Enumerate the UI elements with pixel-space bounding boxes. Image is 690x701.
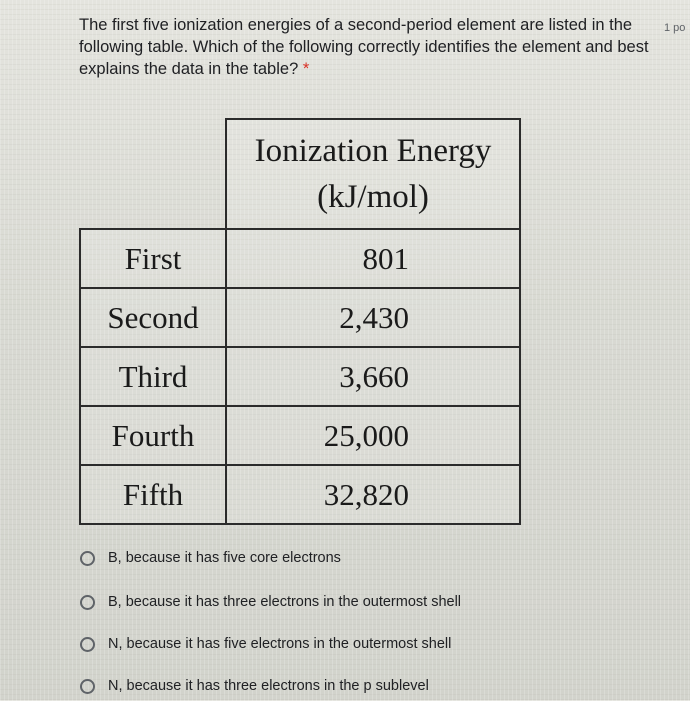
points-label: 1 po (664, 22, 686, 34)
option-label: N, because it has three electrons in the p sublevel (108, 678, 429, 694)
radio-button[interactable] (80, 637, 95, 652)
table-header-cell (226, 119, 520, 229)
option-2[interactable] (80, 587, 461, 617)
row-label: First (80, 229, 226, 288)
option-4[interactable] (80, 671, 429, 701)
row-value: 3,660 (226, 347, 520, 406)
table-corner-cell (80, 119, 226, 229)
row-label: Third (80, 347, 226, 406)
row-label: Fifth (80, 465, 226, 524)
header-line-2: (kJ/mol) (317, 179, 429, 215)
table-row (80, 229, 520, 288)
row-value: 2,430 (226, 288, 520, 347)
table-row (80, 406, 520, 465)
ionization-energy-table (79, 118, 521, 525)
option-3[interactable] (80, 629, 451, 659)
row-label: Second (80, 288, 226, 347)
row-value: 32,820 (226, 465, 520, 524)
table-header-row (80, 119, 520, 229)
row-value: 25,000 (226, 406, 520, 465)
option-1[interactable] (80, 543, 341, 573)
option-label: B, because it has five core electrons (108, 550, 341, 566)
radio-button[interactable] (80, 679, 95, 694)
header-line-1: Ionization Energy (254, 133, 492, 169)
required-asterisk: * (302, 60, 310, 78)
radio-button[interactable] (80, 551, 95, 566)
row-value: 801 (226, 229, 520, 288)
question-title (79, 14, 659, 80)
option-label: N, because it has five electrons in the outermost shell (108, 636, 452, 652)
row-label: Fourth (80, 406, 226, 465)
question-text: The first five ionization energies of a second-period element are listed in the following table. Which of the following correctly identifies the element and best explains the data in the table? (79, 16, 649, 78)
table-row (80, 465, 520, 524)
table-row (80, 347, 520, 406)
option-label: B, because it has three electrons in the outermost shell (108, 594, 462, 610)
table-row (80, 288, 520, 347)
radio-button[interactable] (80, 595, 95, 610)
